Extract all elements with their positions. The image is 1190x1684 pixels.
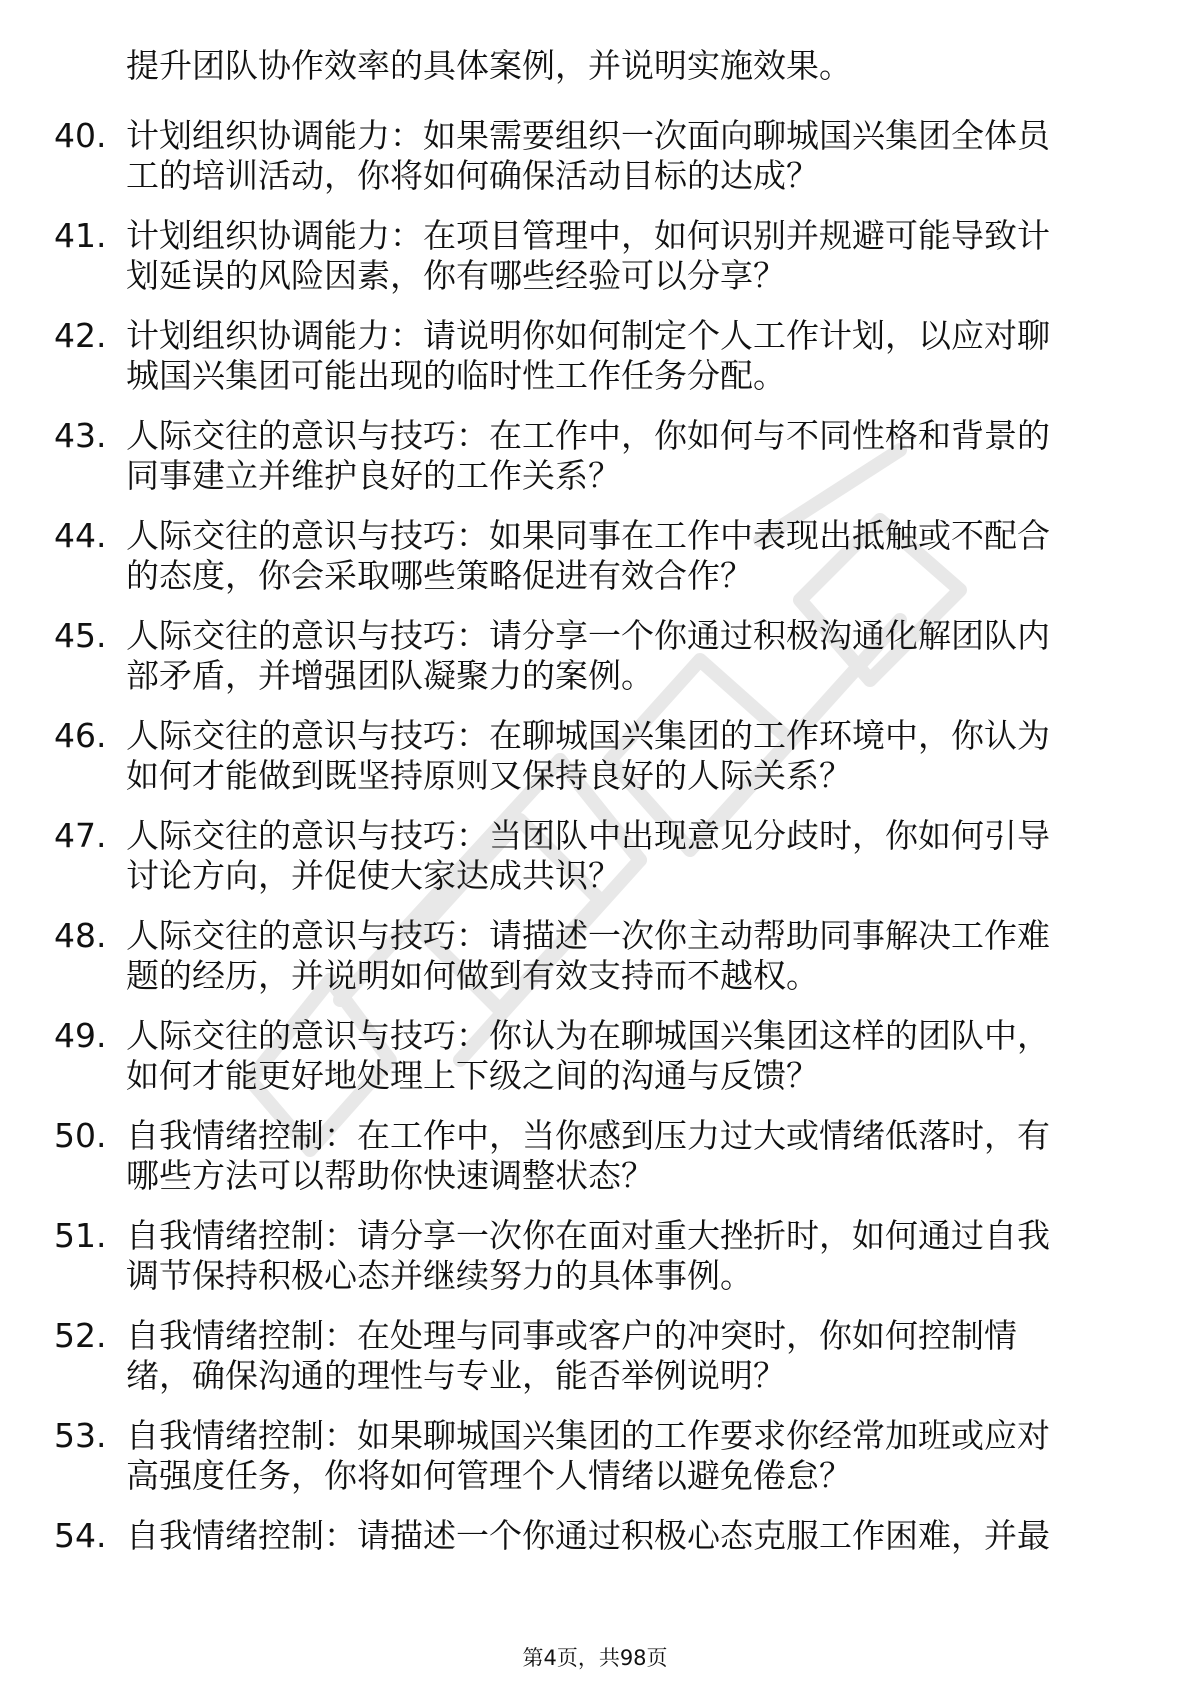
question-item <box>0 1116 1190 1216</box>
question-text-line: 自我情绪控制：如果聊城国兴集团的工作要求你经常加班或应对 <box>126 1416 1050 1455</box>
question-text-line: 自我情绪控制：请分享一次你在面对重大挫折时，如何通过自我 <box>126 1216 1050 1255</box>
question-number: 42. <box>54 316 107 355</box>
question-number: 48. <box>54 916 107 955</box>
question-text <box>126 116 1126 196</box>
question-item <box>0 316 1190 416</box>
question-number: 47. <box>54 816 107 855</box>
question-item <box>0 416 1190 516</box>
question-number: 43. <box>54 416 107 455</box>
question-item <box>0 1316 1190 1416</box>
question-text-line: 人际交往的意识与技巧：你认为在聊城国兴集团这样的团队中， <box>126 1016 1050 1055</box>
question-text-line: 人际交往的意识与技巧：请分享一个你通过积极沟通化解团队内 <box>126 616 1050 655</box>
question-number: 45. <box>54 616 107 655</box>
question-text-line: 高强度任务，你将如何管理个人情绪以避免倦怠？ <box>126 1456 852 1495</box>
question-text <box>126 1116 1126 1196</box>
question-item <box>0 816 1190 916</box>
question-text-line: 计划组织协调能力：在项目管理中，如何识别并规避可能导致计 <box>126 216 1050 255</box>
question-text <box>126 516 1126 596</box>
question-number: 53. <box>54 1416 107 1455</box>
question-text <box>126 1216 1126 1296</box>
question-text-line: 自我情绪控制：在工作中，当你感到压力过大或情绪低落时，有 <box>126 1116 1050 1155</box>
question-text <box>126 316 1126 396</box>
question-text-line: 如何才能做到既坚持原则又保持良好的人际关系？ <box>126 756 852 795</box>
question-text-line: 同事建立并维护良好的工作关系？ <box>126 456 621 495</box>
question-text-line: 人际交往的意识与技巧：如果同事在工作中表现出抵触或不配合 <box>126 516 1050 555</box>
question-text-line: 讨论方向，并促使大家达成共识？ <box>126 856 621 895</box>
question-text-line: 部矛盾，并增强团队凝聚力的案例。 <box>126 656 654 695</box>
question-text-line: 的态度，你会采取哪些策略促进有效合作？ <box>126 556 753 595</box>
question-text-line: 计划组织协调能力：请说明你如何制定个人工作计划，以应对聊 <box>126 316 1050 355</box>
question-item <box>0 1416 1190 1516</box>
question-text-line: 自我情绪控制：请描述一个你通过积极心态克服工作困难，并最 <box>126 1516 1050 1555</box>
question-number: 41. <box>54 216 107 255</box>
question-text-line: 如何才能更好地处理上下级之间的沟通与反馈？ <box>126 1056 819 1095</box>
page-footer: 第4页，共98页 <box>522 1646 668 1670</box>
continuation-text: 提升团队协作效率的具体案例，并说明实施效果。 <box>126 46 852 85</box>
question-item <box>0 516 1190 616</box>
question-number: 46. <box>54 716 107 755</box>
question-item <box>0 916 1190 1016</box>
question-text-line: 绪，确保沟通的理性与专业，能否举例说明？ <box>126 1356 786 1395</box>
question-number: 49. <box>54 1016 107 1055</box>
question-item <box>0 216 1190 316</box>
question-item <box>0 1016 1190 1116</box>
question-text <box>126 1316 1126 1396</box>
question-number: 40. <box>54 116 107 155</box>
question-item <box>0 716 1190 816</box>
question-text <box>126 416 1126 496</box>
question-number: 51. <box>54 1216 107 1255</box>
question-text-line: 自我情绪控制：在处理与同事或客户的冲突时，你如何控制情 <box>126 1316 1017 1355</box>
question-number: 54. <box>54 1516 107 1555</box>
question-text-line: 人际交往的意识与技巧：在工作中，你如何与不同性格和背景的 <box>126 416 1050 455</box>
question-text <box>126 716 1126 796</box>
question-text <box>126 616 1126 696</box>
question-text-line: 人际交往的意识与技巧：在聊城国兴集团的工作环境中，你认为 <box>126 716 1050 755</box>
question-text <box>126 1516 1126 1556</box>
question-item <box>0 1516 1190 1616</box>
question-item <box>0 616 1190 716</box>
question-text-line: 人际交往的意识与技巧：请描述一次你主动帮助同事解决工作难 <box>126 916 1050 955</box>
question-text-line: 调节保持积极心态并继续努力的具体事例。 <box>126 1256 753 1295</box>
question-text-line: 划延误的风险因素，你有哪些经验可以分享？ <box>126 256 786 295</box>
question-item <box>0 1216 1190 1316</box>
question-text <box>126 216 1126 296</box>
question-text <box>126 1016 1126 1096</box>
question-text <box>126 1416 1126 1496</box>
question-text-line: 题的经历，并说明如何做到有效支持而不越权。 <box>126 956 819 995</box>
question-text <box>126 816 1126 896</box>
question-number: 50. <box>54 1116 107 1155</box>
question-text-line: 工的培训活动，你将如何确保活动目标的达成？ <box>126 156 819 195</box>
question-text-line: 哪些方法可以帮助你快速调整状态？ <box>126 1156 654 1195</box>
question-number: 44. <box>54 516 107 555</box>
question-item <box>0 116 1190 216</box>
question-list <box>0 116 1190 1616</box>
question-text-line: 人际交往的意识与技巧：当团队中出现意见分歧时，你如何引导 <box>126 816 1050 855</box>
question-text-line: 计划组织协调能力：如果需要组织一次面向聊城国兴集团全体员 <box>126 116 1050 155</box>
question-number: 52. <box>54 1316 107 1355</box>
question-text <box>126 916 1126 996</box>
question-text-line: 城国兴集团可能出现的临时性工作任务分配。 <box>126 356 786 395</box>
